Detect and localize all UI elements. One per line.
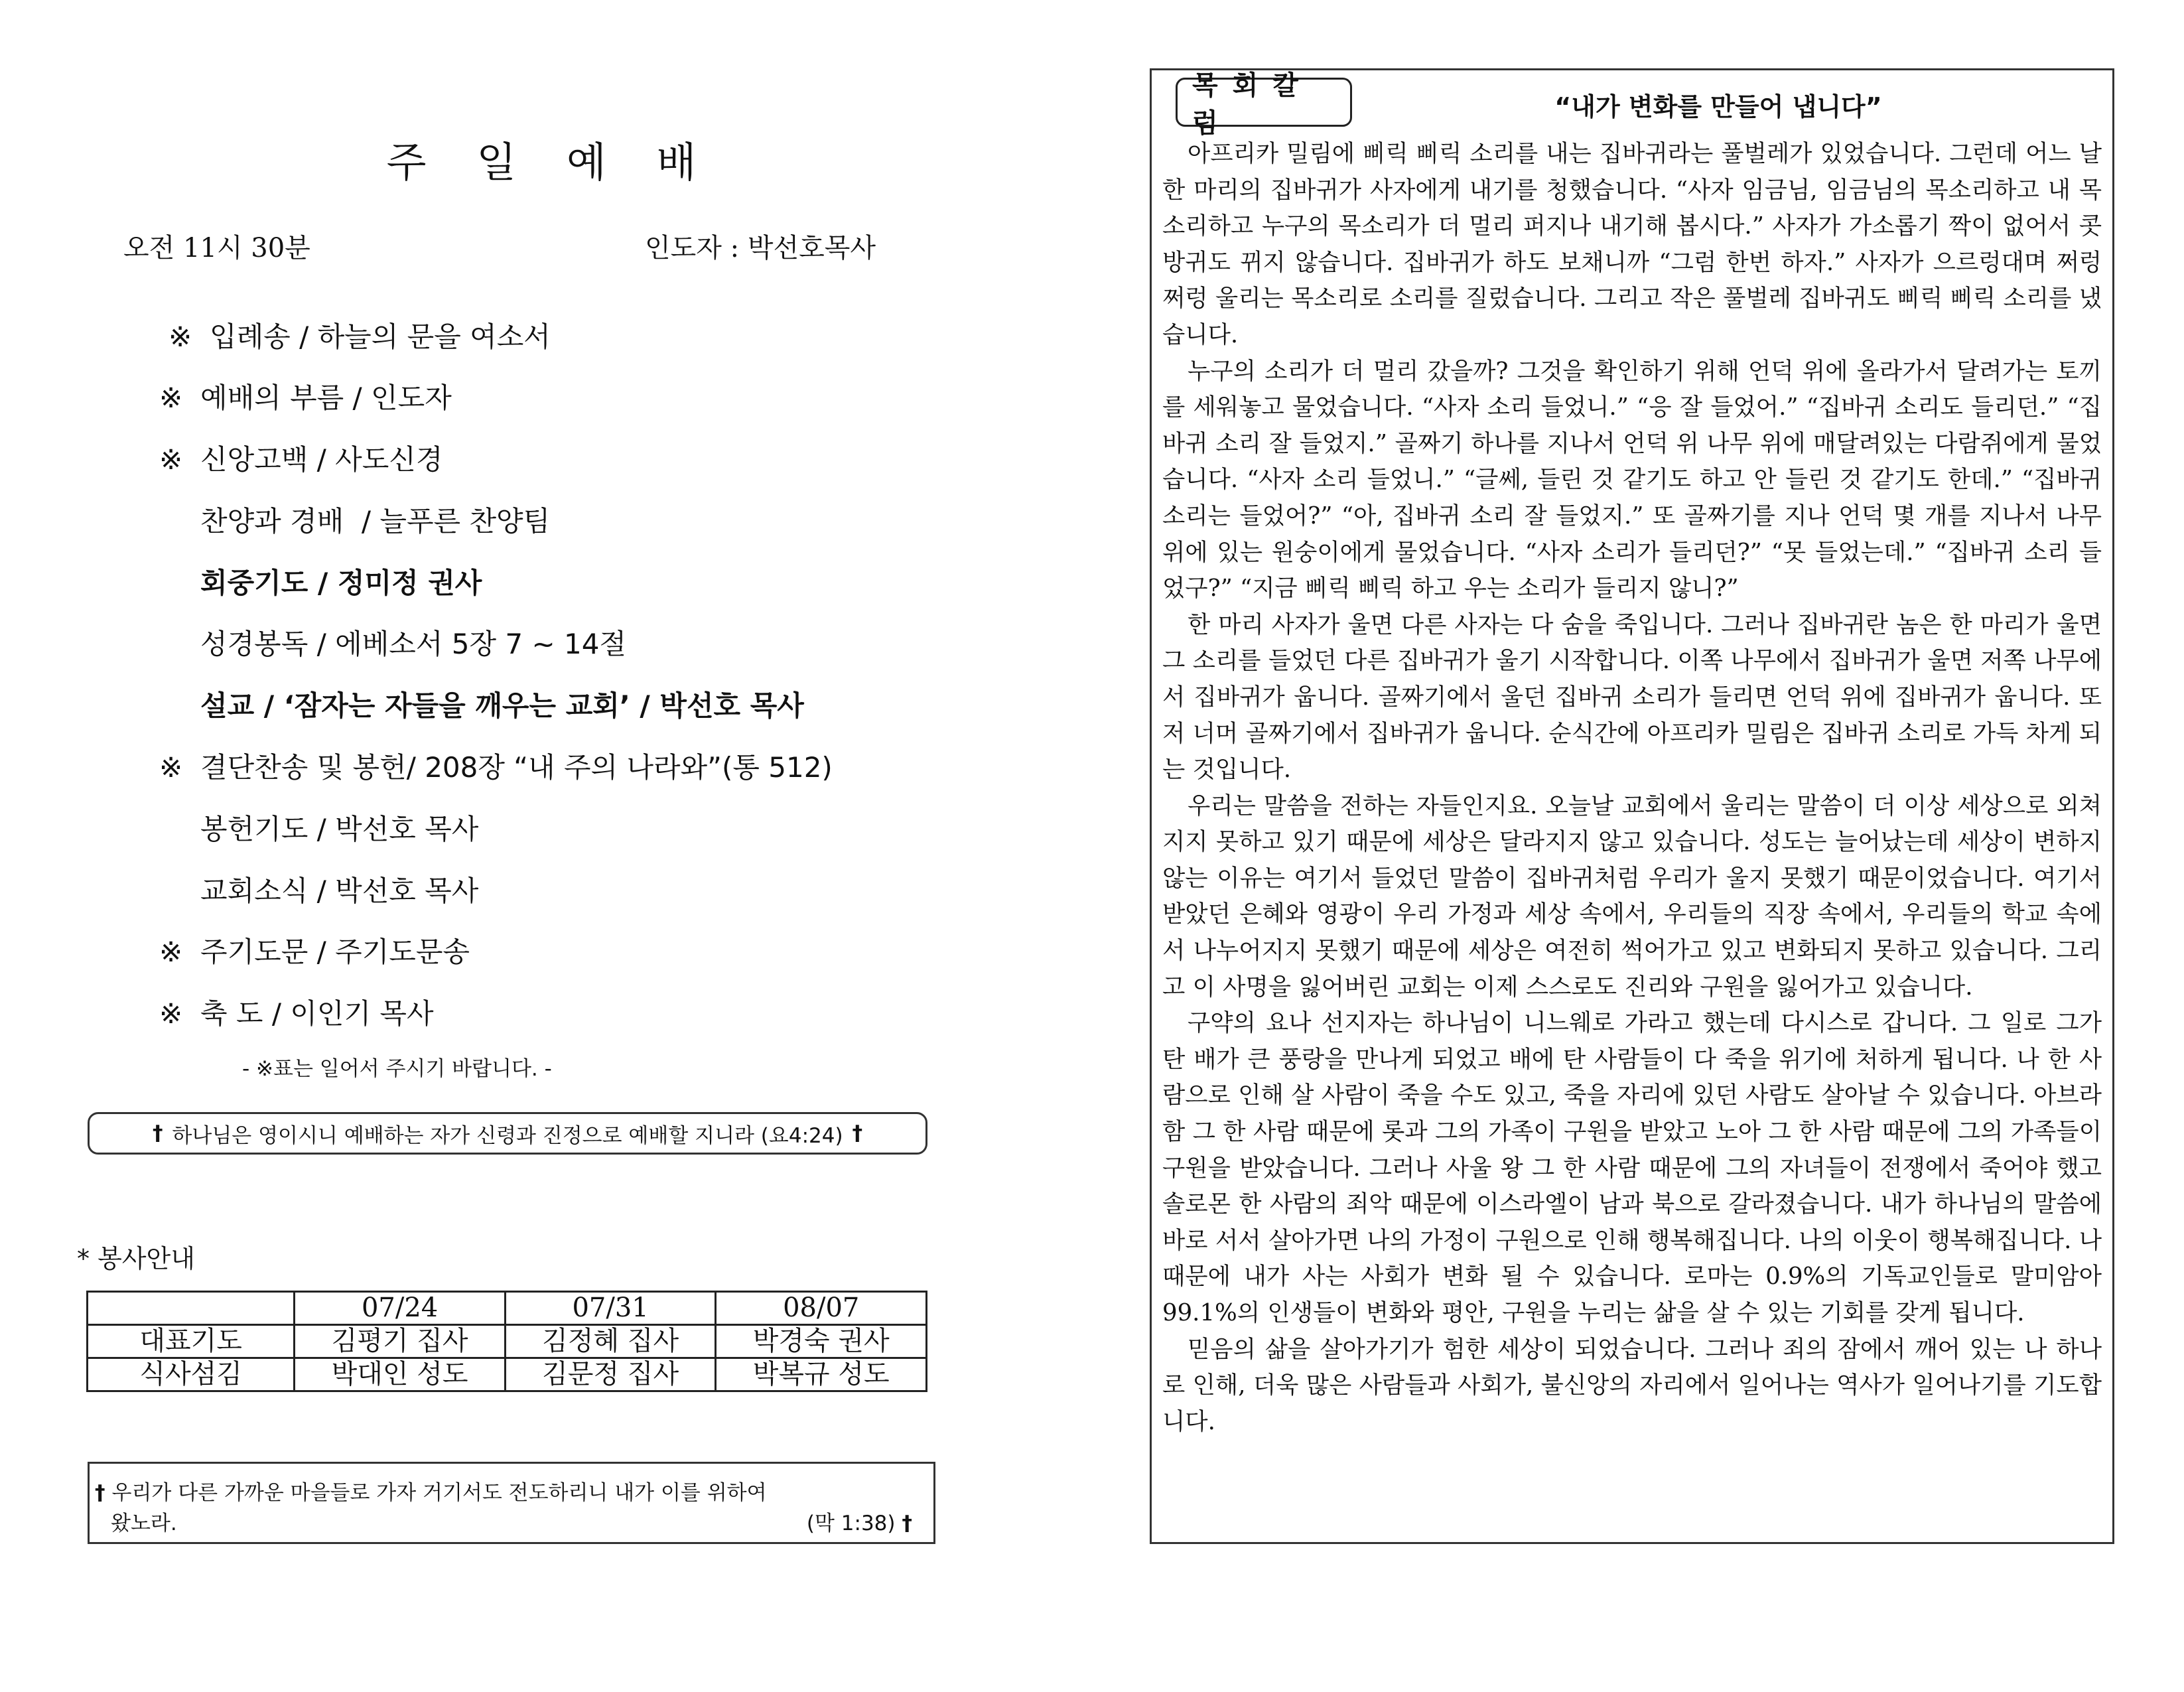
order-item-text: 예배의 부름 / 인도자	[200, 382, 452, 414]
order-item	[200, 500, 550, 539]
standing-mark-icon: ※	[159, 751, 183, 784]
table-cell: 박복규 성도	[716, 1358, 927, 1391]
column-paragraph: 믿음의 삶을 살아가기가 험한 세상이 되었습니다. 그러나 죄의 잠에서 깨어 있는 나 하나로 인해, 더욱 많은 사람들과 사회가, 불신앙의 자리에서 일어나는 역사가 일어나기를 기도합니다.	[1162, 1335, 2102, 1435]
bottom-verse-reference	[807, 1506, 912, 1536]
standing-mark-icon: ※	[159, 382, 183, 414]
order-item	[159, 930, 470, 970]
order-item	[159, 992, 434, 1032]
column-paragraph: 우리는 말씀을 전하는 자들인지요. 오늘날 교회에서 울리는 말씀이 더 이상 세상으로 외쳐지지 못하고 있기 때문에 세상은 달라지지 않고 있습니다. 성도는 늘어났는데 세상이 변하지 않는 이유는 여기서 들었던 말씀이 집바귀처럼 우리가 울지 못했기 때문이었습니다. 여기서 받았던 은혜와 영광이 우리 가정과 세상 속에서, 우리들의 직장 속에서, 우리들의 학교 속에서 나누어지지 못했기 때문에 세상은 여전히 썩어가고 있고 변화되지 못하고 있습니다. 그리고 이 사명을 잃어버린 교회는 이제 스스로도 진리와 구원을 잃어가고 있습니다.	[1162, 792, 2102, 1001]
table-row-label: 식사섬김	[88, 1358, 295, 1391]
order-item	[159, 438, 443, 478]
standing-footnote: - ※표는 일어서 주시기 바랍니다. -	[242, 1057, 552, 1081]
bottom-verse-line-2: 왔노라.	[111, 1512, 177, 1535]
order-item	[200, 869, 478, 909]
order-item-text: 찬양과 경배 / 늘푸른 찬양팀	[200, 505, 551, 537]
bottom-verse-line-1	[95, 1476, 767, 1506]
bottom-verse-text: 우리가 다른 가까운 마을들로 가자 거기서도 전도하리니 내가 이를 위하여	[111, 1481, 767, 1505]
service-schedule-table	[86, 1291, 927, 1392]
order-item-text: 교회소식 / 박선호 목사	[200, 875, 479, 907]
service-time: 오전 11시 30분	[123, 233, 310, 263]
order-item-text: 입례송 / 하늘의 문을 여소서	[210, 320, 551, 353]
column-badge: 목회칼럼	[1176, 78, 1352, 127]
column-body	[1162, 136, 2102, 1440]
order-item	[159, 746, 833, 786]
service-leader: 인도자 : 박선호목사	[645, 233, 876, 263]
order-item-sermon	[200, 684, 804, 724]
standing-mark-icon: ※	[159, 997, 183, 1030]
page-title: 주 일 예 배	[386, 138, 715, 186]
standing-mark-icon: ※	[169, 320, 192, 353]
table-header-cell	[88, 1292, 295, 1325]
order-item-text: 회중기도 / 정미정 권사	[200, 567, 482, 599]
order-item-text: 성경봉독 / 에베소서 5장 7 ~ 14절	[200, 628, 627, 660]
standing-mark-icon: ※	[159, 936, 183, 968]
bottom-verse-box	[88, 1462, 935, 1544]
scripture-verse-box	[88, 1112, 927, 1155]
order-item	[169, 315, 551, 355]
table-cell: 김평기 집사	[295, 1325, 506, 1358]
cross-icon: †	[852, 1121, 863, 1145]
table-header-cell: 07/31	[505, 1292, 716, 1325]
table-row	[88, 1325, 927, 1358]
column-paragraph: 한 마리 사자가 울면 다른 사자는 다 숨을 죽입니다. 그러나 집바귀란 놈은 한 마리가 울면 그 소리를 들었던 다른 집바귀가 울기 시작합니다. 이쪽 나무에서 집바귀가 울면 저쪽 나무에서 집바귀가 웁니다. 골짜기에서 울던 집바귀 소리가 들리면 언덕 위에 집바귀가 웁니다. 또 저 너머 골짜기에서 집바귀가 웁니다. 순식간에 아프리카 밀림은 집바귀 소리로 가득 차게 되는 것입니다.	[1162, 610, 2102, 784]
cross-icon: †	[152, 1121, 163, 1145]
table-row-label: 대표기도	[88, 1325, 295, 1358]
order-item-text: 봉헌기도 / 박선호 목사	[200, 813, 479, 845]
standing-mark-icon: ※	[159, 443, 183, 476]
table-header-cell: 07/24	[295, 1292, 506, 1325]
reference-text: (막 1:38)	[806, 1512, 896, 1535]
order-item-text: 신앙고백 / 사도신경	[200, 443, 443, 476]
column-title: “내가 변화를 만들어 냅니다”	[1554, 92, 1882, 121]
column-paragraph: 아프리카 밀림에 삐릭 삐릭 소리를 내는 집바귀라는 풀벌레가 있었습니다. 그런데 어느 날 한 마리의 집바귀가 사자에게 내기를 청했습니다. “사자 임금님, 임금님의 목소리하고 내 목소리하고 누구의 목소리가 더 멀리 퍼지나 내기해 봅시다.” 사자가 가소롭기 짝이 없어서 콧방귀도 뀌지 않습니다. 집바귀가 하도 보채니까 “그럼 한번 하자.” 사자가 으르렁대며 쩌렁 쩌렁 울리는 목소리로 소리를 질렀습니다. 그리고 작은 풀벌레 집바귀도 삐릭 삐릭 소리를 냈습니다.	[1162, 140, 2102, 348]
order-item-text: 축 도 / 이인기 목사	[200, 997, 434, 1030]
order-item-text: 설교 / ‘잠자는 자들을 깨우는 교회’ / 박선호 목사	[200, 689, 804, 722]
cross-icon: †	[95, 1481, 105, 1505]
table-cell: 박경숙 권사	[716, 1325, 927, 1358]
order-item	[200, 561, 482, 601]
service-guide-title: * 봉사안내	[77, 1244, 195, 1273]
scripture-verse-text: 하나님은 영이시니 예배하는 자가 신령과 진정으로 예배할 지니라 (요4:24)	[172, 1123, 843, 1148]
table-row	[88, 1358, 927, 1391]
order-item-text: 주기도문 / 주기도문송	[200, 936, 470, 968]
order-item-text: 결단찬송 및 봉헌/ 208장 “내 주의 나라와”(통 512)	[200, 751, 833, 784]
order-item	[200, 622, 626, 662]
order-item	[200, 808, 478, 847]
table-header-row	[88, 1292, 927, 1325]
table-header-cell: 08/07	[716, 1292, 927, 1325]
column-paragraph: 누구의 소리가 더 멀리 갔을까? 그것을 확인하기 위해 언덕 위에 올라가서 달려가는 토끼를 세워놓고 물었습니다. “사자 소리 들었니.” “응 잘 들었어.” “집바귀 소리도 들리던.” “집바귀 소리 잘 들었지.” 골짜기 하나를 지나서 언덕 위 나무 위에 매달려있는 다람쥐에게 물었습니다. “사자 소리 들었니.” “글쎄, 들린 것 같기도 하고 안 들린 것 같기도 한데.” “집바귀 소리는 들었어?” “아, 집바귀 소리 잘 들었지.” 또 골짜기를 지나 언덕 몇 개를 지나서 나무 위에 있는 원숭이에게 물었습니다. “사자 소리가 들리던?” “못 들었는데.” “집바귀 소리 들었구?” “지금 삐릭 삐릭 하고 우는 소리가 들리지 않니?”	[1162, 357, 2102, 602]
table-cell: 김정혜 집사	[505, 1325, 716, 1358]
column-paragraph: 구약의 요나 선지자는 하나님이 니느웨로 가라고 했는데 다시스로 갑니다. 그 일로 그가 탄 배가 큰 풍랑을 만나게 되었고 배에 탄 사람들이 다 죽을 위기에 처하게 됩니다. 나 한 사람으로 인해 살 사람이 죽을 수도 있고, 죽을 자리에 있던 사람도 살아날 수 있습니다. 아브라함 그 한 사람 때문에 롯과 그의 가족이 구원을 받았고 노아 그 한 사람 때문에 그의 가족들이 구원을 받았습니다. 그러나 사울 왕 그 한 사람 때문에 그의 자녀들이 전쟁에서 죽어야 했고 솔로몬 한 사람의 죄악 때문에 이스라엘이 남과 북으로 갈라졌습니다. 내가 하나님의 말씀에 바로 서서 살아가면 나의 가정이 구원으로 인해 행복해집니다. 나의 이웃이 행복해집니다. 나 때문에 내가 사는 사회가 변화 될 수 있습니다. 로마는 0.9%의 기독교인들로 말미암아 99.1%의 인생들이 변화와 평안, 구원을 누리는 삶을 살 수 있는 기회를 갖게 됩니다.	[1162, 1009, 2102, 1326]
table-cell: 박대인 성도	[295, 1358, 506, 1391]
order-item	[159, 376, 452, 416]
table-cell: 김문정 집사	[505, 1358, 716, 1391]
cross-icon: †	[902, 1512, 912, 1535]
